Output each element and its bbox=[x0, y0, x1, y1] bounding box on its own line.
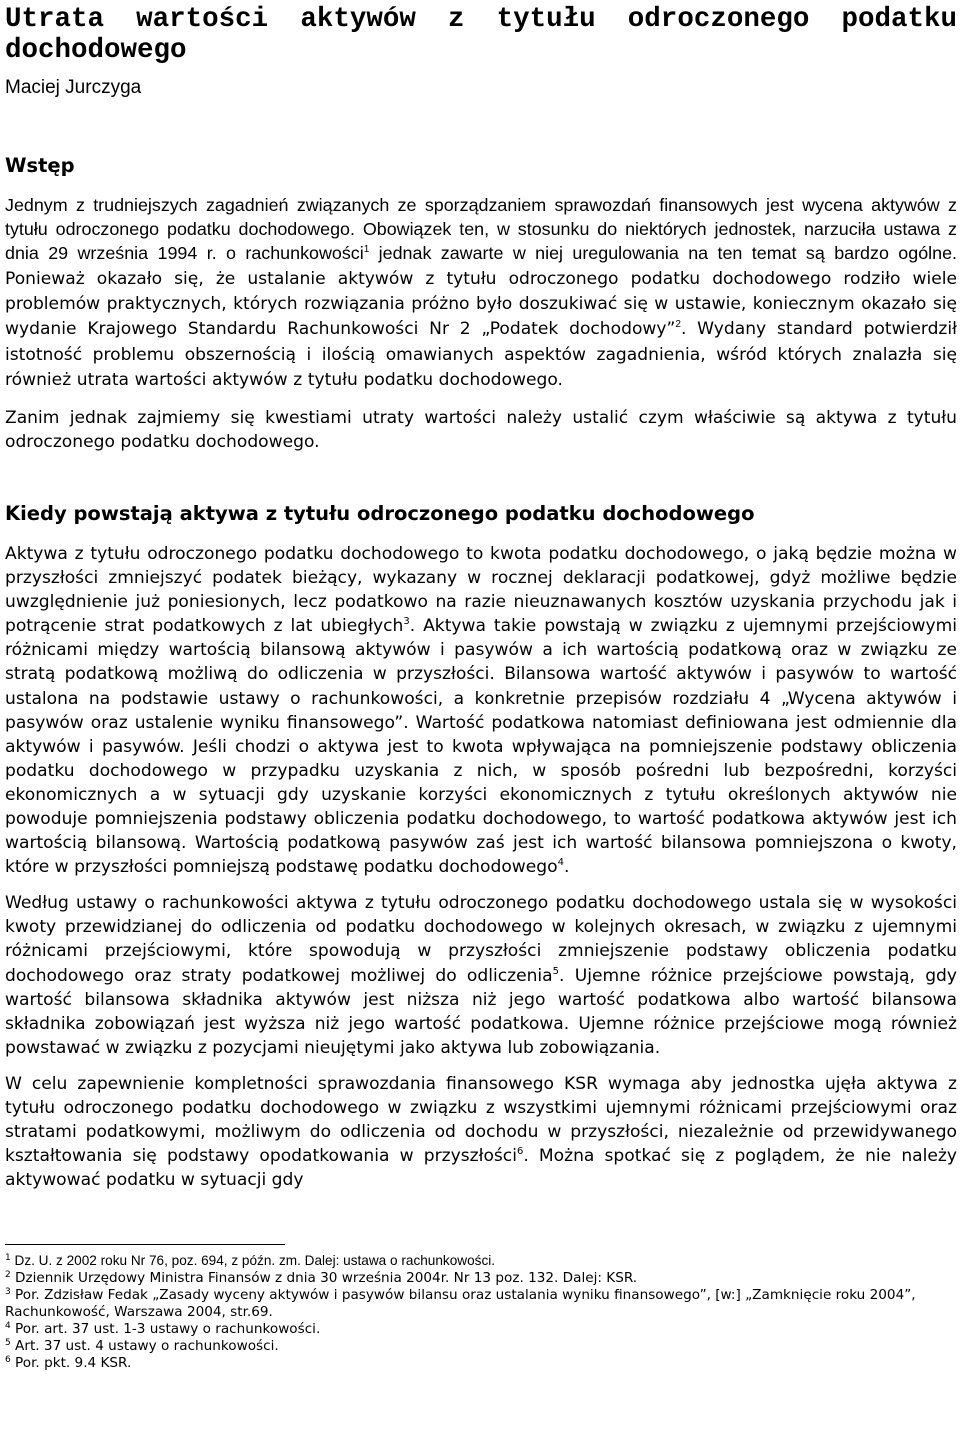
intro-p1-text-c: Ponieważ okazało się, że ustalanie aktywów z tytułu odroczonego podatku dochodowego rodziło wiele problemów praktycznych, których rozwiązania próżno było doszukiwać się w ustawie, koniecznym okazało się wydanie Krajowego Standardu Rachunkowości Nr 2 „Podatek dochodowy” bbox=[5, 269, 957, 340]
footnote-number: 2 bbox=[5, 1270, 11, 1281]
intro-p1-text-b: jednak zawarte w niej uregulowania na ten temat są bardzo ogólne. bbox=[369, 243, 957, 264]
intro-heading: Wstęp bbox=[5, 154, 75, 177]
intro-p1-text-a: Jednym z trudniejszych zagadnień związanych ze sporządzaniem sprawozdań finansowych jest wycena aktywów z tytułu odroczonego podatku dochodowego. Obowiązek ten, w stosunku do niektórych jednostek, narzuciła ustawa z dnia 29 września 1994 r. o rachunkowości bbox=[5, 195, 957, 264]
footnote bbox=[5, 1355, 957, 1372]
footnote bbox=[5, 1338, 957, 1355]
footnote-text: Por. art. 37 ust. 1-3 ustawy o rachunkowości. bbox=[10, 1321, 321, 1338]
sec-p1-text-b: . Aktywa takie powstają w związku z ujemnymi przejściowymi różnicami między wartością bilansową aktywów i pasywów a ich wartością podatkową oraz w związku ze stratą podatkową możliwą do odliczenia w przyszłości. Bilansowa wartość aktywów i pasywów to wartość ustalona na podstawie ustawy o rachunkowości, a konkretnie przepisów rozdziału 4 „Wycena aktywów i pasywów oraz ustalenie wyniku finansowego”. Wartość podatkowa natomiast definiowana jest odmiennie dla aktywów i pasywów. Jeśli chodzi o aktywa jest to kwota wpływająca na pomniejszenie podstawy obliczenia podatku dochodowego w przypadku uzyskania z nich, w sposób pośredni lub bezpośredni, korzyści ekonomicznych a w sytuacji gdy uzyskanie korzyści ekonomicznych z tytułu określonych aktywów nie powoduje pomniejszenia podstawy obliczenia podatku dochodowego, to wartość podatkowa aktywów jest ich wartością bilansową. Wartością podatkową pasywów zaś jest ich wartość bilansowa pomniejszona o kwoty, które w przyszłości pomniejszą podstawę podatku dochodowego bbox=[5, 616, 958, 878]
section-heading: Kiedy powstają aktywa z tytułu odroczonego podatku dochodowego bbox=[5, 501, 755, 525]
document-author: Maciej Jurczyga bbox=[5, 77, 142, 98]
section-paragraph-2 bbox=[5, 891, 957, 1060]
footnote-number: 5 bbox=[5, 1338, 11, 1349]
footnote-text: Art. 37 ust. 4 ustawy o rachunkowości. bbox=[10, 1338, 279, 1355]
sec-p3-text-a: W celu zapewnienie kompletności sprawozdania finansowego KSR wymaga aby jednostka ujęła aktywa z tytułu odroczonego podatku dochodowego w związku z wszystkimi ujemnymi różnicami przejściowymi oraz stratami podatkowymi, możliwym do odliczenia od dochodu w przyszłości, niezależnie od przewidywanego kształtowania się podstawy opodatkowania w przyszłości bbox=[5, 1073, 957, 1167]
footnote-ref-6: 6 bbox=[516, 1146, 524, 1158]
section-paragraph-3 bbox=[5, 1072, 957, 1192]
sec-p1-text-a: Aktywa z tytułu odroczonego podatku dochodowego to kwota podatku dochodowego, o jaką będzie można w przyszłości zmniejszyć podatek bieżący, wykazany w rocznej deklaracji podatkowej, gdyż możliwe będzie uwzględnienie już poniesionych, lecz podatkowo na razie nieuznawanych kosztów uzyskania przychodu jak i potrącenie strat podatkowych z lat ubiegłych bbox=[5, 543, 957, 637]
footnote-number: 4 bbox=[5, 1321, 11, 1332]
intro-p1-text-d: . Wydany standard potwierdził istotność problemu obszernością i ilością omawianych aspektów zagadnienia, wśród których znalazła się również utrata wartości aktywów z tytułu podatku dochodowego. bbox=[5, 319, 958, 390]
footnote-ref-2: 2 bbox=[675, 319, 681, 331]
document-page bbox=[5, 0, 957, 1372]
intro-paragraph-2: Zanim jednak zajmiemy się kwestiami utraty wartości należy ustalić czym właściwie są aktywa z tytułu odroczonego podatku dochodowego. bbox=[5, 407, 957, 452]
footnote-number: 3 bbox=[5, 1287, 11, 1298]
sec-p3-text-b: . Można spotkać się z poglądem, że nie należy aktywować podatku w sytuacji gdy bbox=[5, 1146, 957, 1191]
document-title: Utrata wartości aktywów z tytułu odroczonego podatku dochodowego bbox=[5, 4, 957, 66]
footnote-number: 6 bbox=[5, 1355, 11, 1366]
footnote bbox=[5, 1287, 957, 1321]
footnote-number: 1 bbox=[5, 1253, 11, 1264]
footnotes bbox=[5, 1252, 957, 1372]
sec-p2-text-a: Według ustawy o rachunkowości aktywa z tytułu odroczonego podatku dochodowego ustala się w wysokości kwoty przewidzianej do odliczenia od podatku dochodowego w kolejnych okresach, w związku z ujemnymi różnicami przejściowymi, które spowodują w przyszłości zmniejszenie podstawy obliczenia podatku dochodowego oraz straty podatkowej możliwej do odliczenia bbox=[5, 893, 957, 986]
intro-paragraph-1 bbox=[5, 193, 957, 392]
footnote-ref-1: 1 bbox=[363, 244, 370, 256]
sec-p1-text-c: . bbox=[563, 857, 570, 878]
footnote-separator bbox=[5, 1244, 285, 1245]
footnote bbox=[5, 1270, 957, 1287]
footnote-ref-3: 3 bbox=[403, 616, 410, 628]
footnote bbox=[5, 1321, 957, 1338]
section-paragraph-1 bbox=[5, 542, 957, 879]
footnote-ref-5: 5 bbox=[552, 965, 560, 977]
footnote-text: Dz. U. z 2002 roku Nr 76, poz. 694, z późn. zm. Dalej: ustawa o rachunkowości. bbox=[10, 1253, 496, 1269]
sec-p2-text-b: . Ujemne różnice przejściowe powstają, gdy wartość bilansowa składnika aktywów jest niższa niż jego wartość podatkowa albo wartość bilansowa składnika zobowiązań jest wyższa niż jego wartość podatkowa. Ujemne różnice przejściowe mogą również powstawać w związku z pozycjami nieujętymi jako aktywa lub zobowiązania. bbox=[5, 965, 958, 1058]
footnote-ref-4: 4 bbox=[557, 857, 564, 869]
footnote bbox=[5, 1252, 957, 1270]
footnote-text: Por. pkt. 9.4 KSR. bbox=[10, 1355, 132, 1372]
footnote-text: Por. Zdzisław Fedak „Zasady wyceny aktywów i pasywów bilansu oraz ustalania wyniku finansowego”, [w:] „Zamknięcie roku 2004”, Rachunkowość, Warszawa 2004, str.69. bbox=[5, 1287, 916, 1321]
footnote-text: Dziennik Urzędowy Ministra Finansów z dnia 30 września 2004r. Nr 13 poz. 132. Dalej: KSR. bbox=[10, 1270, 638, 1287]
